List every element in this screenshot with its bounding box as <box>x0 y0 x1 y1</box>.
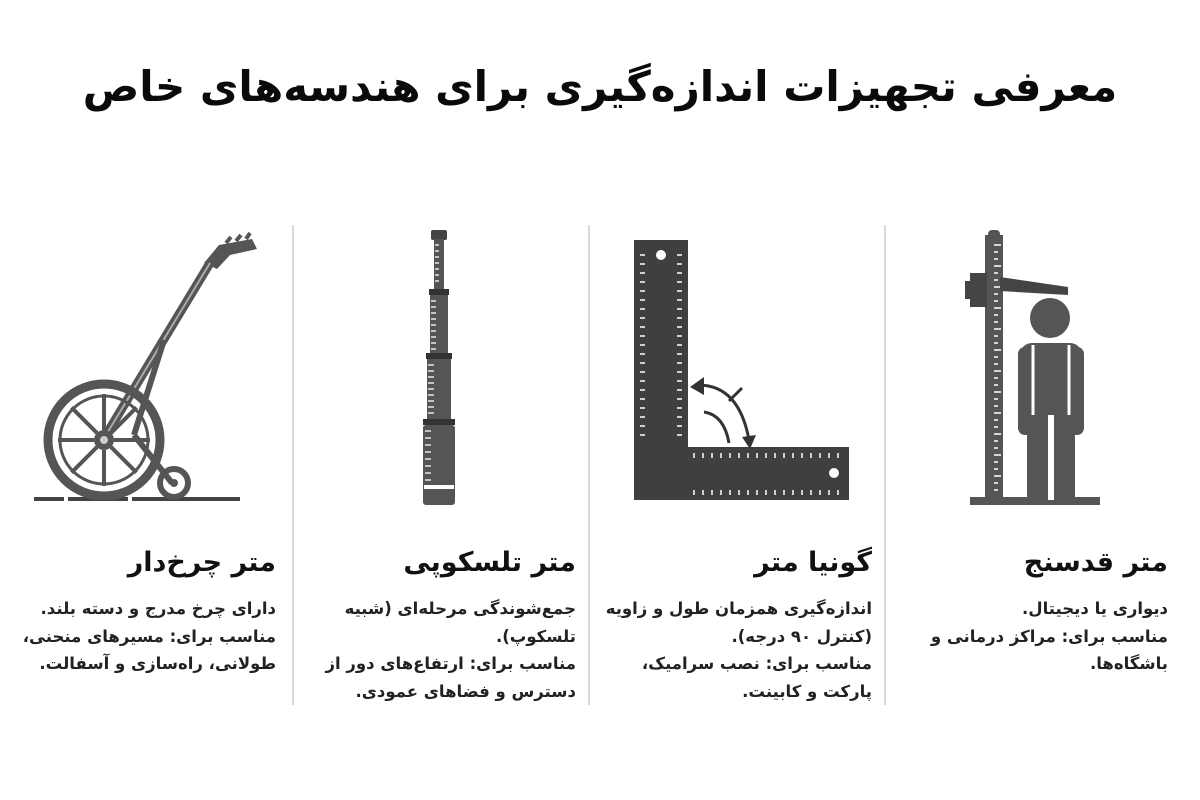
tool-card-telescopic-meter <box>308 225 576 725</box>
description-line: (کنترل ۹۰ درجه). <box>731 626 872 646</box>
tool-description <box>326 595 576 706</box>
description-line: مناسب برای: ارتفاع‌های دور از <box>325 654 576 674</box>
description-line: دسترس و فضاهای عمودی. <box>355 682 576 702</box>
tool-card-square-meter <box>604 225 872 725</box>
page-title: معرفی تجهیزات اندازه‌گیری برای هندسه‌های خاص <box>82 62 1118 111</box>
description-line: مناسب برای: مسیرهای منحنی، <box>22 626 276 646</box>
tool-description <box>606 595 872 706</box>
tick-mark <box>71 407 96 432</box>
description-line: جمع‌شوندگی مرحله‌ای (شبیه <box>344 599 576 618</box>
column-divider <box>884 225 886 705</box>
telescopic-ruler-icon <box>308 225 576 515</box>
description-line: اندازه‌گیری همزمان طول و زاویه <box>605 599 872 618</box>
column-divider <box>588 225 590 705</box>
tool-card-wheel-meter <box>14 225 276 725</box>
description-line: باشگاه‌ها. <box>1089 654 1168 674</box>
description-line: دیواری یا دیجیتال. <box>1022 599 1168 618</box>
description-line: مناسب برای: نصب سرامیک، <box>641 654 872 674</box>
carpenter-square-icon <box>604 225 872 515</box>
tool-name: متر قدسنج <box>1023 547 1168 578</box>
description-line: دارای چرخ مدرج و دسته بلند. <box>40 599 276 618</box>
tool-name: متر چرخ‌دار <box>127 547 276 578</box>
tool-description <box>931 595 1168 678</box>
description-line: پارکت و کابینت. <box>742 682 872 702</box>
measuring-wheel-icon <box>14 225 276 515</box>
description-line: طولانی، راه‌سازی و آسفالت. <box>39 654 276 674</box>
tool-description <box>23 595 276 678</box>
column-divider <box>292 225 294 705</box>
tick-mark <box>111 447 136 472</box>
tool-name: گونیا متر <box>754 547 872 578</box>
height-meter-person-icon <box>900 225 1168 515</box>
tool-name: متر تلسکوپی <box>403 547 576 578</box>
description-line: تلسکوپ). <box>495 626 576 646</box>
tool-card-height-meter <box>900 225 1168 725</box>
description-line: مناسب برای: مراکز درمانی و <box>930 626 1168 646</box>
tick-mark <box>71 447 96 472</box>
